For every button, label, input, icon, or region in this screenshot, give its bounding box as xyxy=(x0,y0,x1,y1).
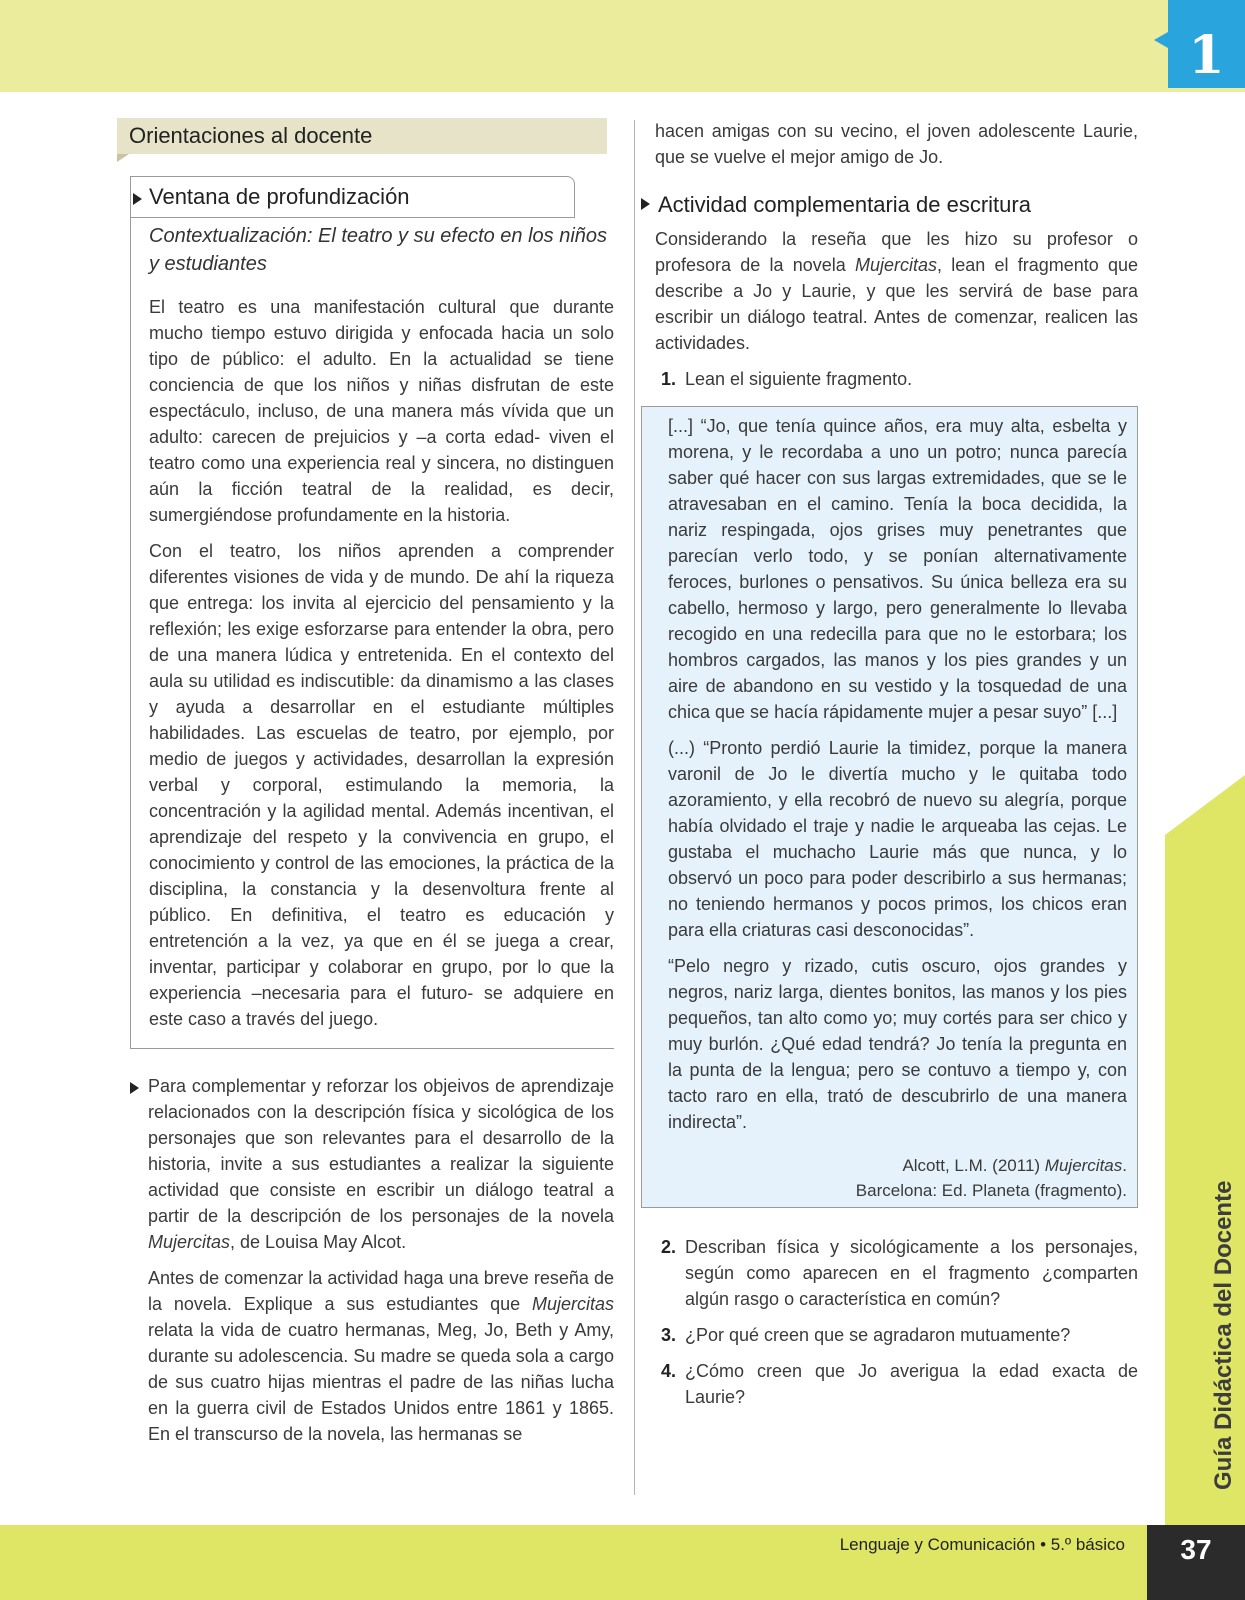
window-title-text: Ventana de profundización xyxy=(149,184,410,209)
window-paragraph: El teatro es una manifestación cultural que durante mucho tiempo estuvo dirigida y enfocada hacia un solo tipo de público: el adulto. En la actualidad se tiene conciencia de que los niños y niñas disfrutan de este espectáculo, incluso, de una manera más vívida que un adulto: carecen de prejuicios y –a corta edad- viven el teatro como una experiencia real y sincera, no distinguen aún la ficción teatral de la realidad, es decir, sumergiéndose profundamente en la historia. xyxy=(149,297,614,525)
page-number: 37 xyxy=(1147,1525,1245,1600)
citation-line: Barcelona: Ed. Planeta (fragmento). xyxy=(855,1181,1127,1200)
item-text: Lean el siguiente fragmento. xyxy=(685,369,913,389)
activity-suggestion xyxy=(130,1073,614,1447)
column-divider xyxy=(634,120,635,1495)
footer-text: Lenguaje y Comunicación • 5.º básico xyxy=(839,1535,1125,1554)
window-title xyxy=(131,176,575,218)
chapter-tab xyxy=(1168,0,1245,88)
triangle-bullet-icon xyxy=(641,198,650,210)
item-text: Describan física y sicológicamente a los personajes, según como aparecen en el fragmento ¿comparten algún rasgo o característica en común? xyxy=(685,1237,1138,1309)
deepening-window xyxy=(130,176,614,1049)
list-item xyxy=(655,1234,1138,1312)
quote-paragraph: [...] “Jo, que tenía quince años, era muy alta, esbelta y morena, y le recordaba a uno un potro; nunca parecía saber qué hacer con sus largas extremidades, que se le atravesaban en el camino. Tenía la boca decidida, la nariz respingada, ojos grises muy penetrantes que parecían verlo todo, y se ponían alternativamente feroces, burlones o pensativos. Su única belleza era su cabello, hermoso y largo, pero generalmente lo llevaba recogido en una redecilla para que no le estorbara; los hombros cargados, las manos y los pies grandes y un aire de abandono en su vestido y la tosquedad de una chica que se hacía rápidamente mujer a pesar suyo” [...] xyxy=(668,416,1127,722)
quote-paragraph: (...) “Pronto perdió Laurie la timidez, porque la manera varonil de Jo le divertía mucho y le quitaba todo azoramiento, y ella recobró de nuevo su alegría, porque había olvidado el traje y nadie le arqueaba las cejas. Le gustaba el muchacho Laurie más que nunca, y lo observó un poco para poder describirlo a sus hermanas; no teniendo hermanos y pocos primos, los chicos eran para ella criaturas casi desconocidas”. xyxy=(668,738,1127,940)
item-number: 1. xyxy=(661,369,677,389)
quote-paragraph: “Pelo negro y rizado, cutis oscuro, ojos grandes y negros, nariz larga, dientes bonitos, las manos y los pies pequeños, tan alto como yo; muy cortés para ser chico y muy burlón. ¿Qué edad tendrá? Jo tenía la pregunta en la punta de la lengua; pero se contuvo a tiempo y, con tacto raro en ella, trató de descubrirlo de una manera indirecta”. xyxy=(668,956,1127,1132)
citation xyxy=(668,1153,1127,1203)
activity-title: Actividad complementaria de escritura xyxy=(658,192,1031,217)
activity-list xyxy=(655,366,1138,392)
section-title: Orientaciones al docente xyxy=(117,118,607,154)
list-item xyxy=(655,366,1138,392)
novel-title: Mujercitas xyxy=(1044,1156,1123,1175)
side-tab-text: Guía Didáctica del Docente xyxy=(1210,1180,1237,1490)
item-text: ¿Por qué creen que se agradaron mutuamente? xyxy=(685,1325,1071,1345)
activity-suggestion-text: Para complementar y reforzar los objeivos de aprendizaje relacionados con la descripción física y sicológica de los personajes que son relevantes para el desarrollo de la historia, invite a sus estudiantes a realizar la siguiente actividad que consiste en escribir un diálogo teatral a partir de la descripción de los personajes de la novela Mujercitas, de Louisa May Alcot. xyxy=(148,1076,614,1252)
item-number: 3. xyxy=(661,1325,677,1345)
item-number: 4. xyxy=(661,1361,677,1381)
continuation-paragraph: hacen amigas con su vecino, el joven adolescente Laurie, que se vuelve el mejor amigo de Jo. xyxy=(655,121,1138,167)
item-number: 2. xyxy=(661,1237,677,1257)
window-subtitle: Contextualización: El teatro y su efecto en los niños y estudiantes xyxy=(149,225,608,275)
citation-line: Alcott, L.M. (2011) Mujercitas. xyxy=(902,1156,1127,1175)
window-paragraph: Con el teatro, los niños aprenden a comprender diferentes visiones de vida y de mundo. De ahí la riqueza que entrega: los invita al ejercicio del pensamiento y la reflexión; les exige esforzarse para entender la obra, pero de una manera lúdica y entretenida. En el contexto del aula su utilidad es indiscutible: da dinamismo a las clases y ayuda a desarrollar en el estudiante múltiples habilidades. Las escuelas de teatro, por ejemplo, por medio de juegos y actividades, desarrollan la expresión verbal y corporal, estimulando la memoria, la concentración y la agilidad mental. Además incentivan, el aprendizaje del respeto y la convivencia en grupo, el conocimiento y control de las emociones, la práctica de la disciplina, la constancia y la desenvoltura frente al público. En definitiva, el teatro es educación y entretención a la vez, ya que en él se juega a crear, inventar, participar y colaborar en grupo, por lo que la experiencia –necesaria para el futuro- se adquiere en este caso a través del juego. xyxy=(149,541,614,1029)
left-column xyxy=(130,118,614,1457)
top-band xyxy=(0,0,1245,92)
activity-list xyxy=(655,1234,1138,1410)
list-item xyxy=(655,1358,1138,1410)
list-item xyxy=(655,1322,1138,1348)
triangle-bullet-icon xyxy=(133,193,142,205)
side-band-corner xyxy=(1165,775,1245,835)
novel-title: Mujercitas xyxy=(531,1294,614,1314)
fragment-quote-box xyxy=(641,406,1138,1208)
novel-title: Mujercitas xyxy=(854,255,938,275)
activity-intro: Considerando la reseña que les hizo su profesor o profesora de la novela Mujercitas, lean el fragmento que describe a Jo y Laurie, y que les servirá de base para escribir un diálogo teatral. Antes de comenzar, realicen las actividades. xyxy=(655,229,1138,353)
novel-title: Mujercitas xyxy=(148,1232,231,1252)
right-column xyxy=(655,118,1138,1420)
window-content xyxy=(131,218,614,1048)
triangle-bullet-icon xyxy=(130,1082,139,1094)
activity-heading xyxy=(641,192,1138,218)
item-text: ¿Cómo creen que Jo averigua la edad exacta de Laurie? xyxy=(685,1361,1138,1407)
novel-summary-paragraph: Antes de comenzar la actividad haga una breve reseña de la novela. Explique a sus estudiantes que Mujercitas relata la vida de cuatro hermanas, Meg, Jo, Beth y Amy, durante su adolescencia. Su madre se queda sola a cargo de sus cuatro hijas mientras el padre de las niñas lucha en la guerra civil de Estados Unidos entre 1861 y 1865. En el transcurso de la novela, las hermanas se xyxy=(148,1268,614,1444)
chapter-number: 1 xyxy=(1188,25,1225,86)
